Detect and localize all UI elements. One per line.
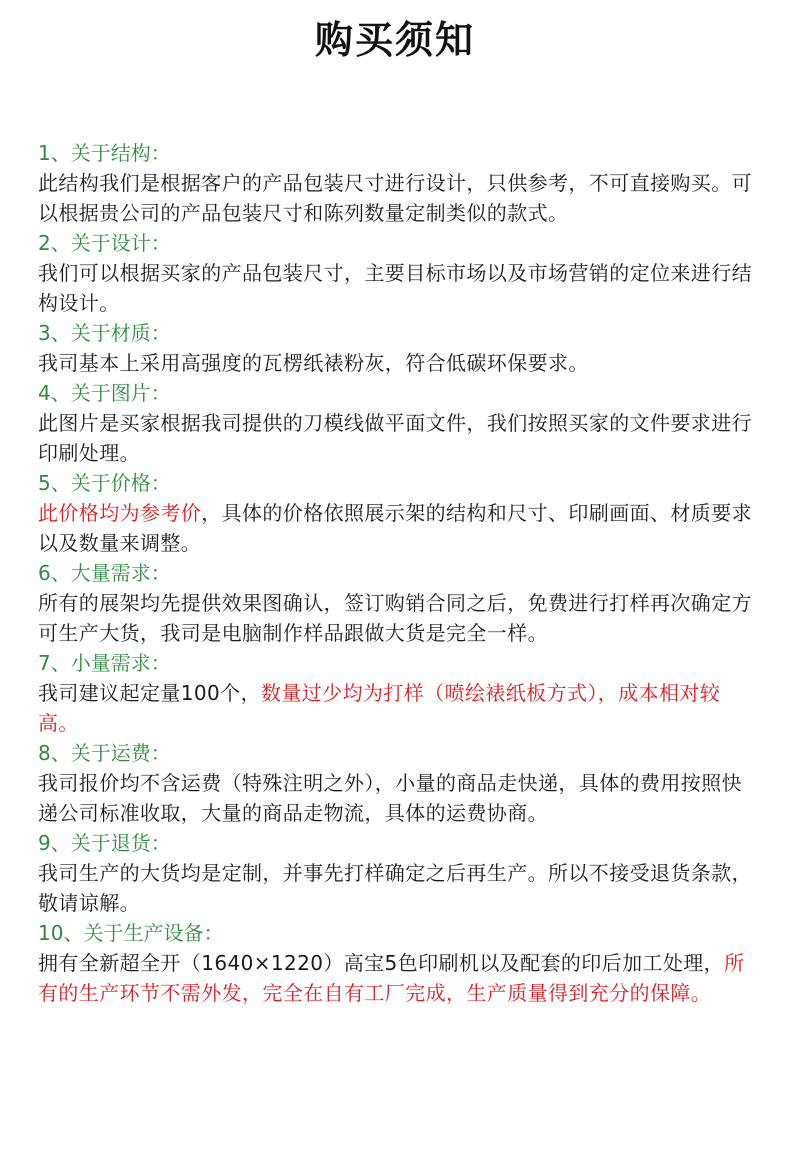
section-heading: 9、关于退货：	[38, 831, 171, 855]
section-body	[38, 168, 754, 228]
section-heading: 4、关于图片：	[38, 381, 171, 405]
section-heading: 6、大量需求：	[38, 561, 171, 585]
section-body	[38, 408, 754, 468]
section-heading: 5、关于价格：	[38, 471, 171, 495]
section-heading: 2、关于设计：	[38, 231, 171, 255]
highlighted-text: 数量过少均为打样（喷绘裱纸板方式），成本相对较高。	[38, 681, 721, 735]
section-heading: 10、关于生产设备：	[38, 921, 224, 945]
body-text: 我司报价均不含运费（特殊注明之外），小量的商品走快递，具体的费用按照快递公司标准收取，大量的商品走物流，具体的运费协商。	[38, 771, 742, 825]
page-title: 购买须知	[314, 18, 475, 62]
body-text: 拥有全新超全开（1640×1220）高宝5色印刷机以及配套的印后加工处理，	[38, 951, 725, 975]
section-heading: 1、关于结构：	[38, 141, 171, 165]
body-text: 此图片是买家根据我司提供的刀模线做平面文件，我们按照买家的文件要求进行印刷处理。	[38, 411, 752, 465]
body-text: 所有的展架均先提供效果图确认，签订购销合同之后，免费进行打样再次确定方可生产大货，我司是电脑制作样品跟做大货是完全一样。	[38, 591, 752, 645]
section-body	[38, 258, 754, 318]
body-text: 此结构我们是根据客户的产品包装尺寸进行设计，只供参考，不可直接购买。可以根据贵公司的产品包装尺寸和陈列数量定制类似的款式。	[38, 171, 752, 225]
section-heading: 8、关于运费：	[38, 741, 171, 765]
section-heading: 7、小量需求：	[38, 651, 171, 675]
body-text: 我司生产的大货均是定制，并事先打样确定之后再生产。所以不接受退货条款，敬请谅解。	[38, 861, 752, 915]
body-text: 我司建议起定量100个，	[38, 681, 261, 705]
notice-content	[38, 138, 754, 1008]
section-body	[38, 348, 754, 378]
section-body	[38, 678, 754, 738]
section-body	[38, 588, 754, 648]
section-body	[38, 948, 754, 1008]
section-body	[38, 498, 754, 558]
section-body	[38, 858, 754, 918]
highlighted-text: 此价格均为参考价	[38, 501, 202, 525]
body-text: ，具体的价格依照展示架的结构和尺寸、印刷画面、材质要求以及数量来调整。	[38, 501, 753, 555]
body-text: 我司基本上采用高强度的瓦楞纸裱粉灰，符合低碳环保要求。	[38, 351, 589, 375]
highlighted-text: 所有的生产环节不需外发，完全在自有工厂完成，生产质量得到充分的保障。	[38, 951, 745, 1005]
section-heading: 3、关于材质：	[38, 321, 171, 345]
section-body	[38, 768, 754, 828]
body-text: 我们可以根据买家的产品包装尺寸，主要目标市场以及市场营销的定位来进行结构设计。	[38, 261, 752, 315]
